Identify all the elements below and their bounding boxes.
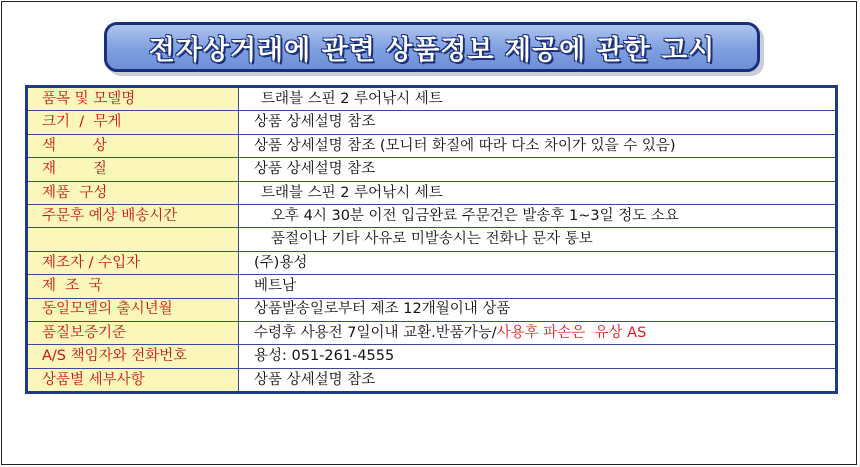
row-label: 재 질 (27, 158, 239, 181)
row-label: 제품 구성 (27, 181, 239, 204)
row-value: 상품 상세설명 참조 (모니터 화질에 따라 다소 차이가 있을 수 있음) (239, 134, 837, 157)
table-row (27, 228, 837, 251)
row-value: 베트남 (239, 275, 837, 298)
row-label (27, 228, 239, 251)
warranty-warning-text: 사용후 파손은 유상 AS (496, 324, 647, 341)
table-row (27, 251, 837, 274)
row-value: 품절이나 기타 사유로 미발송시는 전화나 문자 통보 (239, 228, 837, 251)
row-value: 상품 상세설명 참조 (239, 368, 837, 392)
table-row (27, 368, 837, 392)
product-info-table (25, 85, 838, 394)
row-value: 트래블 스핀 2 루어낚시 세트 (239, 87, 837, 111)
table-row (27, 345, 837, 368)
table-row (27, 111, 837, 134)
table-row (27, 321, 837, 344)
warranty-text: 수령후 사용전 7일이내 교환.반품가능/ (254, 324, 497, 341)
table-row (27, 134, 837, 157)
row-label: 제조자 / 수입자 (27, 251, 239, 274)
row-label: 품질보증기준 (27, 321, 239, 344)
row-label: A/S 책임자와 전화번호 (27, 345, 239, 368)
table-row (27, 87, 837, 111)
row-value: (주)용성 (239, 251, 837, 274)
row-value (239, 321, 837, 344)
row-label: 크기 / 무게 (27, 111, 239, 134)
row-value: 트래블 스핀 2 루어낚시 세트 (239, 181, 837, 204)
row-value: 오후 4시 30분 이전 입금완료 주문건은 발송후 1~3일 정도 소요 (239, 204, 837, 227)
row-value: 용성: 051-261-4555 (239, 345, 837, 368)
page-title: 전자상거래에 관련 상품정보 제공에 관한 고시 (148, 34, 716, 66)
table-row (27, 181, 837, 204)
row-value: 상품발송일로부터 제조 12개월이내 상품 (239, 298, 837, 321)
row-label: 주문후 예상 배송시간 (27, 204, 239, 227)
table-row (27, 158, 837, 181)
row-label: 품목 및 모델명 (27, 87, 239, 111)
row-label: 상품별 세부사항 (27, 368, 239, 392)
title-banner (104, 22, 760, 72)
row-label: 제 조 국 (27, 275, 239, 298)
row-value: 상품 상세설명 참조 (239, 111, 837, 134)
row-label: 색 상 (27, 134, 239, 157)
row-value: 상품 상세설명 참조 (239, 158, 837, 181)
table-row (27, 275, 837, 298)
page-frame (1, 1, 857, 465)
table-row (27, 204, 837, 227)
table-row (27, 298, 837, 321)
row-label: 동일모델의 출시년월 (27, 298, 239, 321)
